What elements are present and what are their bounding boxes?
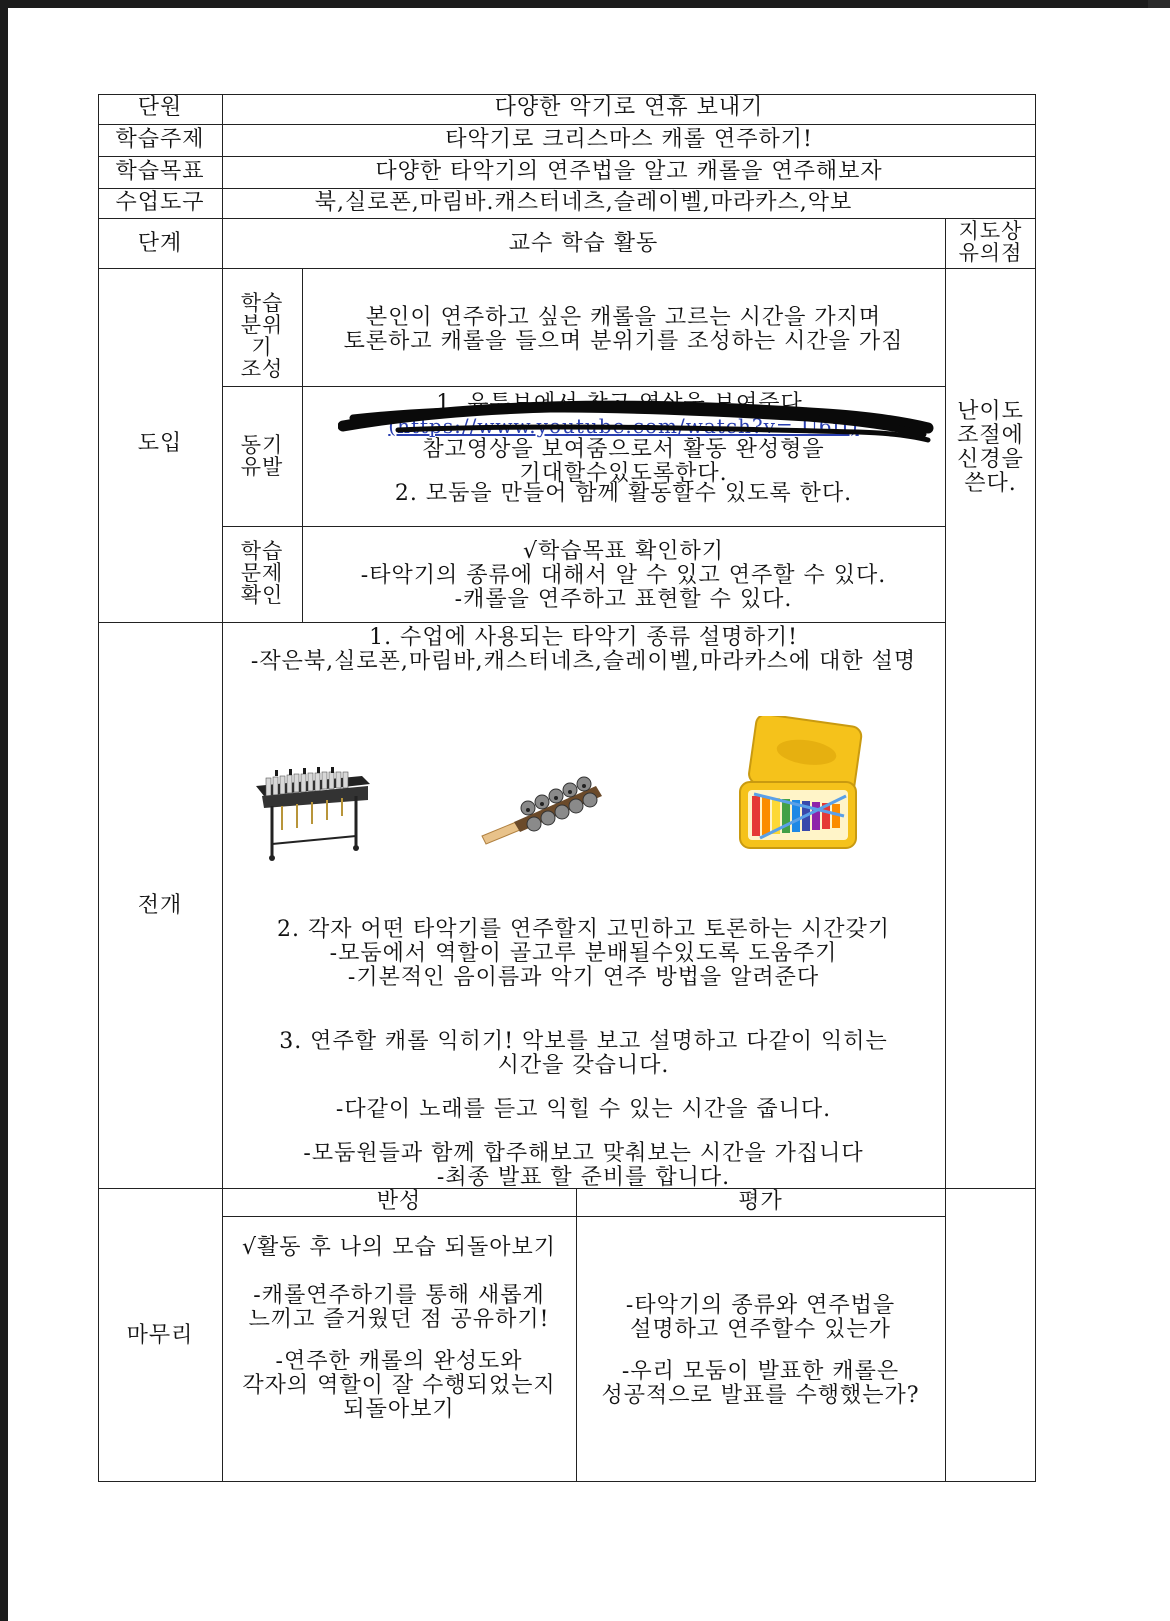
wrap-stage: 마무리 (126, 1323, 194, 1348)
topic-value: 타악기로 크리스마스 캐롤 연주하기! (445, 127, 813, 152)
develop-step1: 1. 수업에 사용되는 타악기 종류 설명하기! -작은북,실로폰,마림바,캐스터네츠,슬레이벨,마라카스에 대한 설명 (250, 625, 917, 674)
evaluation-header: 평가 (738, 1189, 783, 1214)
reflect-item-3: -연주한 캐롤의 완성도와 각자의 역할이 잘 수행되었는지 되돌아보기 (242, 1349, 556, 1422)
youtube-link[interactable]: (https://www.youtube.com/watch?v= U6fI) (388, 414, 859, 438)
intro-motivation-step2: 2. 모둠을 만들어 함께 활동할수 있도록 한다. (394, 481, 853, 506)
goal-label: 학습목표 (115, 159, 205, 184)
develop-step3-ensemble: -모둠원들과 함께 합주해보고 맞춰보는 시간을 가집니다 -최종 발표 할 준비를 합니다. (303, 1141, 864, 1190)
goal-value: 다양한 타악기의 연주법을 알고 캐롤을 연주해보자 (375, 159, 883, 184)
document-page (8, 8, 1170, 1621)
sleigh-bell-image (478, 768, 608, 848)
intro-note: 난이도 조절에 신경을 쓴다. (957, 399, 1024, 496)
evaluation-item-1: -타악기의 종류와 연주법을 설명하고 연주할수 있는가 (625, 1293, 896, 1342)
topic-label: 학습주제 (115, 127, 205, 152)
tools-label: 수업도구 (115, 190, 205, 215)
window-left-edge (0, 0, 8, 1621)
intro-motivation-step1-desc: 참고영상을 보여줌으로서 활동 완성형을 기대할수있도록한다. (422, 437, 825, 486)
unit-label: 단원 (137, 95, 183, 120)
tools-value: 북,실로폰,마림바.캐스터네츠,슬레이벨,마라카스,악보 (314, 190, 853, 215)
intro-mood-label: 학습 분위 기 조성 (240, 291, 284, 381)
develop-stage: 전개 (137, 893, 183, 918)
stage-header: 단계 (137, 231, 183, 256)
develop-step3-listen: -다같이 노래를 듣고 익힐 수 있는 시간을 줍니다. (335, 1097, 832, 1122)
intro-stage: 도입 (137, 431, 183, 456)
reflect-header: 반성 (376, 1189, 422, 1214)
intro-motivation-label: 동기 유발 (240, 433, 284, 479)
reflect-item-2: -캐롤연주하기를 통해 새롭게 느끼고 즐거웠던 점 공유하기! (248, 1283, 550, 1332)
notes-header: 지도상 유의점 (958, 219, 1023, 265)
intro-motivation-step1: 1. 유튜브에서 참고 영상을 보여준다. (436, 391, 811, 416)
develop-step2: 2. 각자 어떤 타악기를 연주할지 고민하고 토론하는 시간갖기 -모둠에서 역할이 골고루 분배될수있도록 도움주기 -기본적인 음이름과 악기 연주 방법을 알려준다 (277, 917, 890, 990)
intro-mood-text: 본인이 연주하고 싶은 캐롤을 고르는 시간을 가지며 토론하고 캐롤을 들으며 분위기를 조성하는 시간을 가짐 (343, 305, 904, 354)
develop-step3: 3. 연주할 캐롤 익히기! 악보를 보고 설명하고 다같이 익히는 시간을 갖습니다. (279, 1029, 888, 1078)
activity-header: 교수 학습 활동 (508, 231, 659, 256)
intro-check-text: √학습목표 확인하기 -타악기의 종류에 대해서 알 수 있고 연주할 수 있다. -캐롤을 연주하고 표현할 수 있다. (360, 539, 887, 612)
window-top-edge (0, 0, 1170, 8)
evaluation-item-2: -우리 모둠이 발표한 캐롤은 성공적으로 발표를 수행했는가? (601, 1359, 920, 1408)
marimba-image (252, 764, 372, 864)
reflect-item-1: √활동 후 나의 모습 되돌아보기 (241, 1235, 557, 1260)
glockenspiel-case-image (734, 716, 864, 854)
unit-value: 다양한 악기로 연휴 보내기 (494, 95, 764, 120)
intro-check-label: 학습 문제 확인 (240, 539, 284, 607)
redaction-scribble (338, 398, 938, 458)
